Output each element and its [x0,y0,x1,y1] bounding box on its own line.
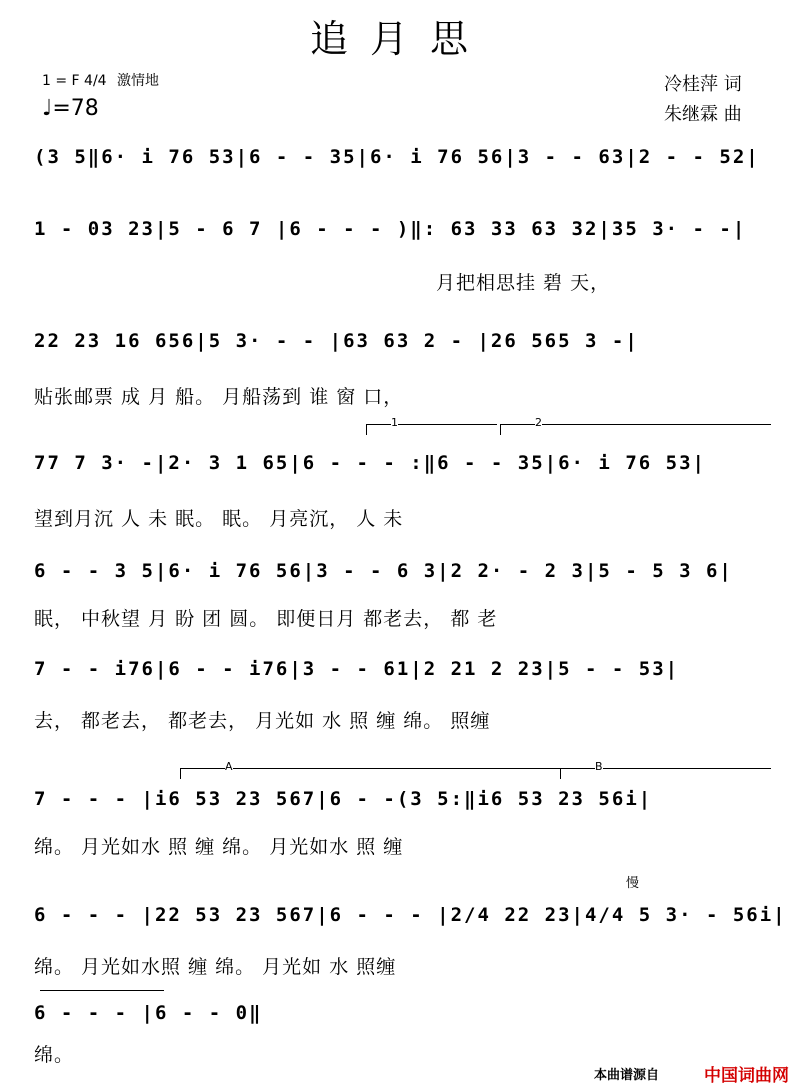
lyric-line-6: 去， 都老去， 都老去， 月光如 水 照 缠 绵。 照缠 [34,710,491,732]
tempo-change-marking: 慢 [626,876,640,891]
notation-line-5: 6 - - 3 5|6· i 76 56|3 - - 6 3|2 2· - 2 3|5 - 5 3 6| [34,560,733,582]
lyricist-credit: 冷桂萍 词 [664,74,742,95]
key-time-signature [42,70,159,90]
composer-credit: 朱继霖 曲 [664,104,742,125]
notation-line-8: 6 - - - |22 53 23 567|6 - - - |2/4 22 23|4/4 5 3· - 56i| [34,904,787,926]
expression-marking: 激情地 [117,73,160,89]
lyric-line-9: 绵。 [34,1044,75,1066]
volta-label-2: 2 [535,416,542,429]
section-bracket-b [560,760,771,779]
lyric-line-3: 贴张邮票 成 月 船。 月船荡到 谁 窗 口， [34,386,404,408]
notation-line-3: 22 23 16 656|5 3· - - |63 63 2 - |26 565 3 -| [34,330,639,352]
footer-site-name[interactable]: 中国词曲网 [704,1066,789,1086]
lyric-line-8: 绵。 月光如水照 缠 绵。 月光如 水 照缠 [34,956,397,978]
section-label-a: A [225,760,233,773]
volta-label-1: 1 [391,416,398,429]
section-label-b: B [595,760,603,773]
notation-line-2: 1 - 03 23|5 - 6 7 |6 - - - )‖: 63 33 63 32|35 3· - -| [34,218,747,240]
lyric-line-5: 眠， 中秋望 月 盼 团 圆。 即便日月 都老去， 都 老 [34,608,498,630]
key-signature: 1 = F [42,73,80,89]
tie-arc-final [40,990,164,997]
footer-source-label: 本曲谱源自 [594,1068,660,1083]
notation-line-9: 6 - - - |6 - - 0‖ [34,1002,263,1024]
song-title: 追月思 [309,17,490,61]
notation-line-7: 7 - - - |i6 53 23 567|6 - -(3 5:‖i6 53 23 56i| [34,788,653,810]
volta-bracket-2 [500,416,771,435]
tempo-marking: ♩=78 [42,96,99,121]
lyric-line-4: 望到月沉 人 未 眠。 眠。 月亮沉， 人 未 [34,508,404,530]
section-bracket-a [180,760,561,779]
notation-line-6: 7 - - i76|6 - - i76|3 - - 61|2 21 2 23|5 - - 53| [34,658,680,680]
volta-bracket-1 [366,416,497,435]
lyric-line-7: 绵。 月光如水 照 缠 绵。 月光如水 照 缠 [34,836,404,858]
lyric-line-2: 月把相思挂 碧 天， [436,272,611,294]
notation-line-4: 77 7 3· -|2· 3 1 65|6 - - - :‖6 - - 35|6· i 76 53| [34,452,706,474]
notation-line-1: (3 5‖6· i 76 53|6 - - 35|6· i 76 56|3 - - 63|2 - - 52| [34,146,760,168]
time-signature: 4/4 [84,73,107,89]
